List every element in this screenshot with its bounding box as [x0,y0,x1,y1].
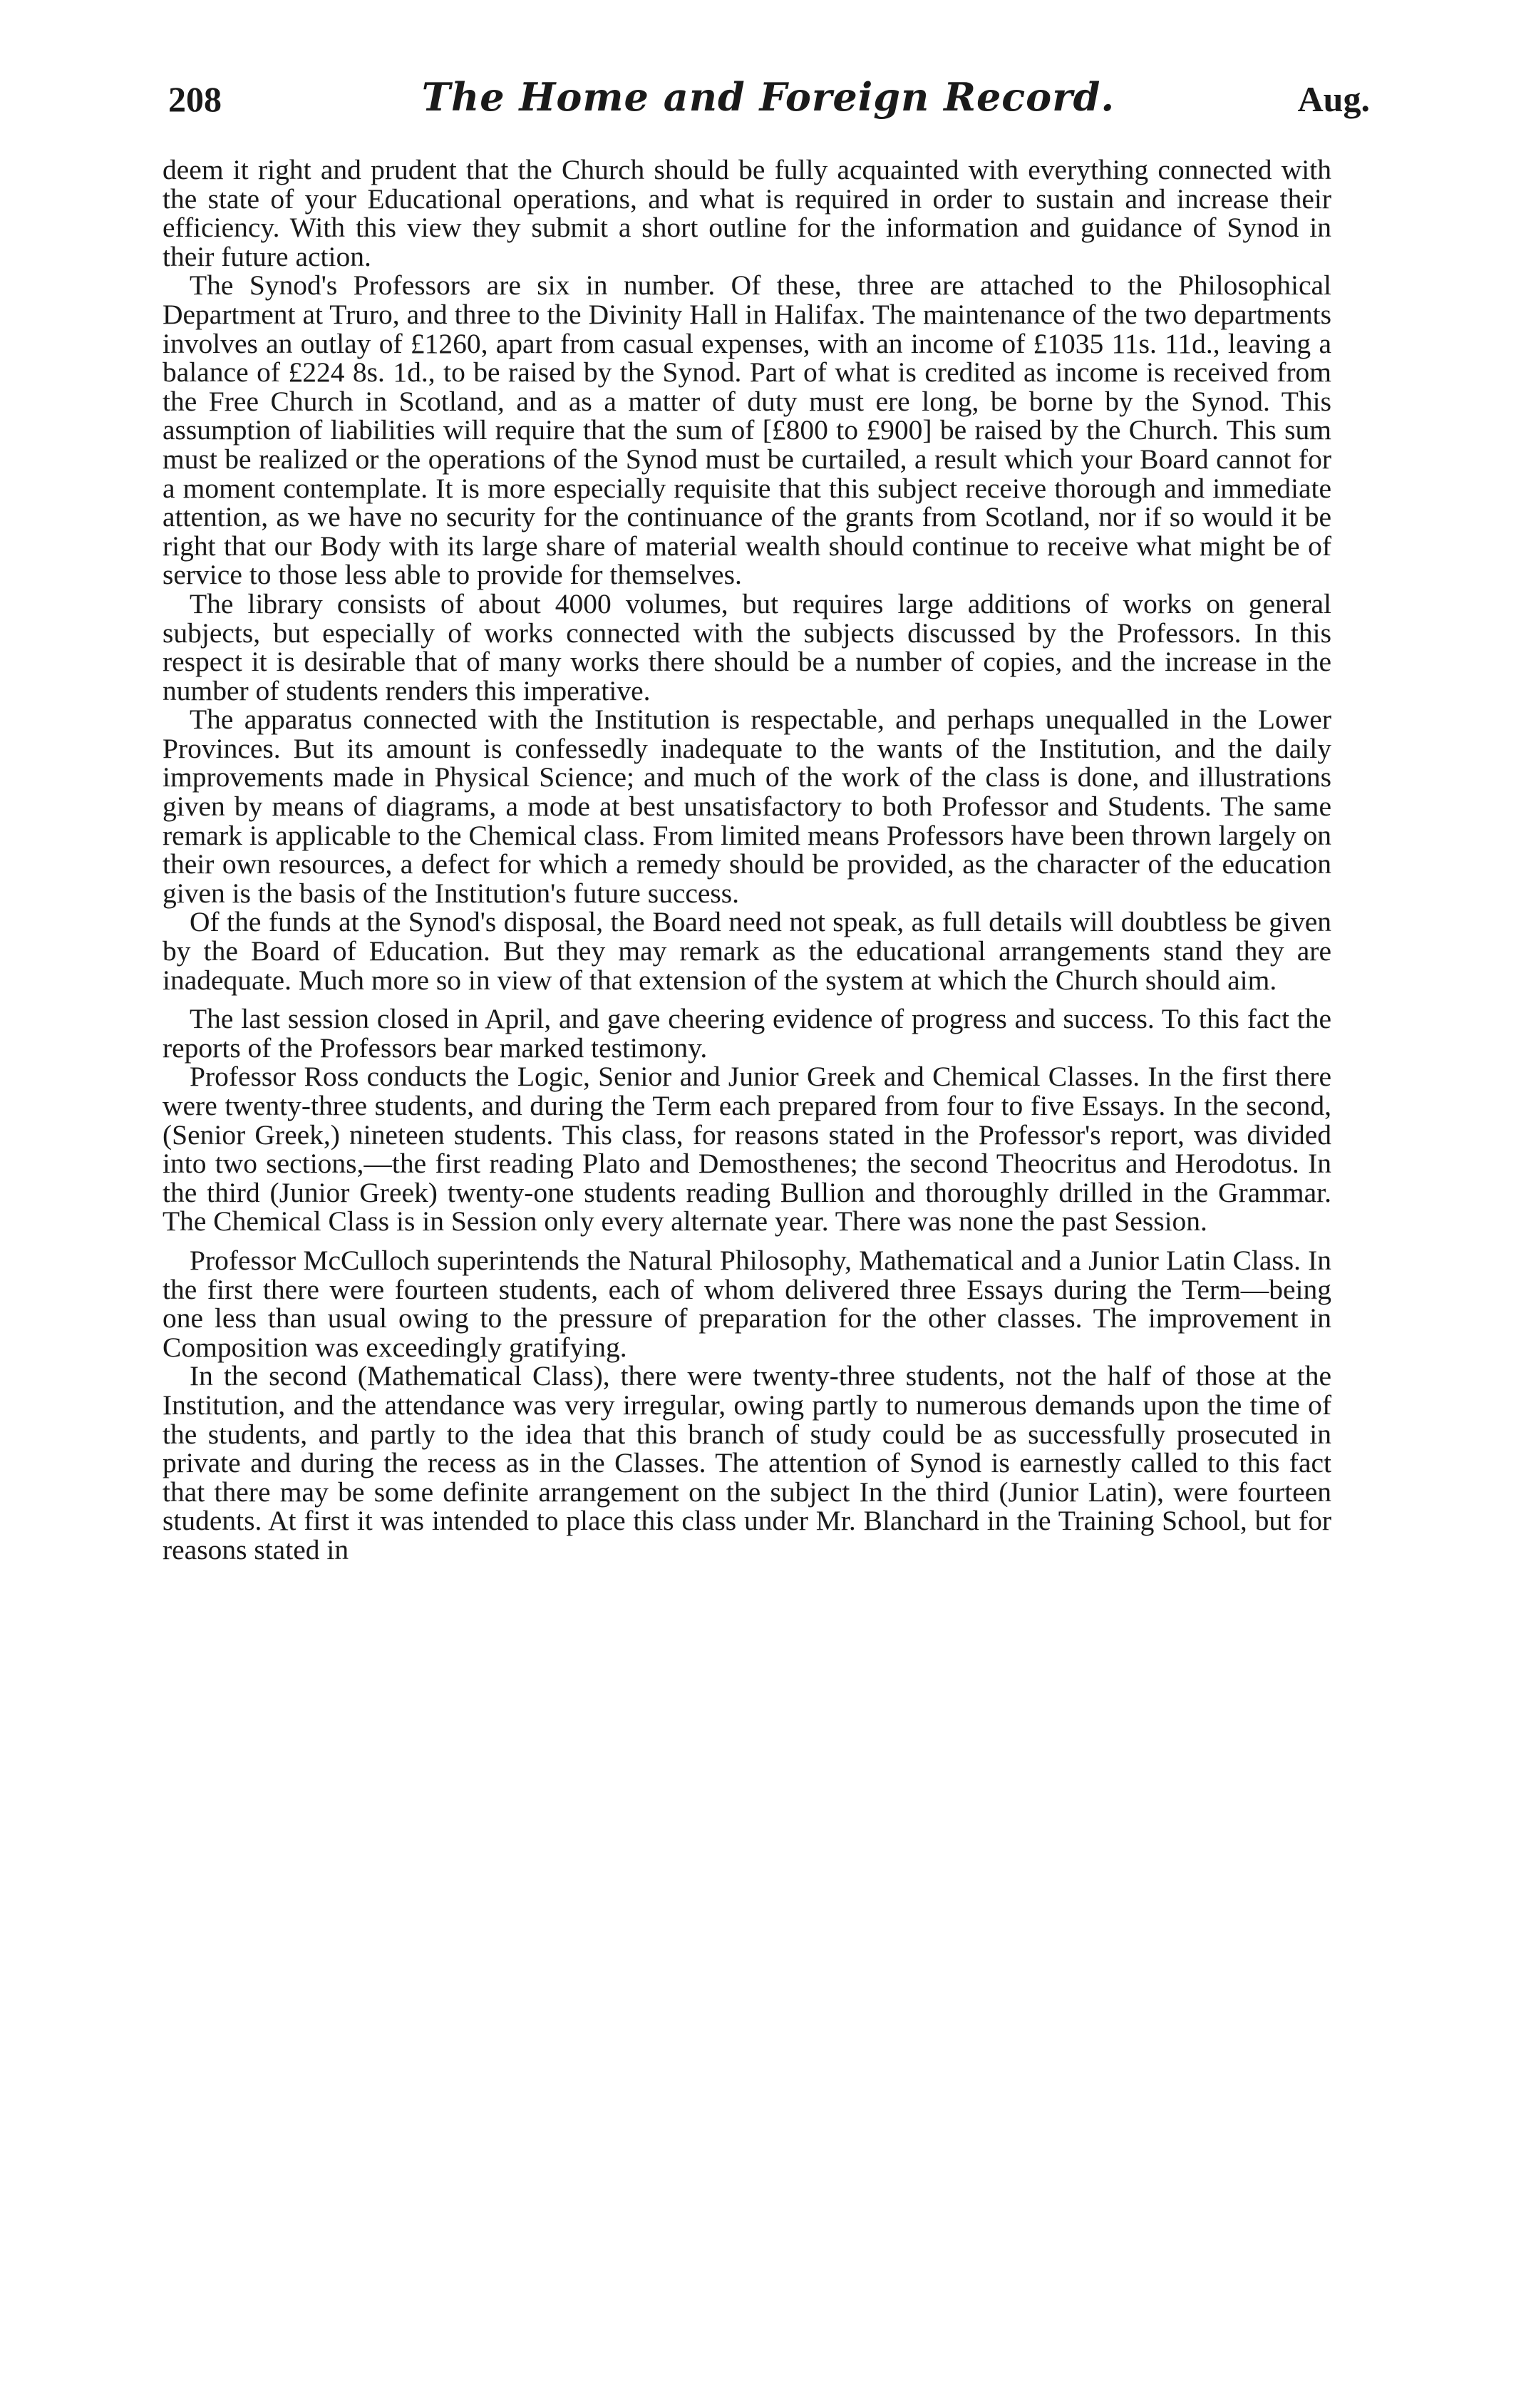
paragraph-7: Professor Ross conducts the Logic, Senior and Junior Greek and Chemical Classes. In the first there were twenty-three students, and during the Term each prepared from four to five Essays. In the second, (Senior Greek,) nineteen students. This class, for reasons stated in the Professor's report, was divided into two sections,—the first reading Plato and Demosthenes; the second Theocritus and Herodotus. In the third (Junior Greek) twenty-one students reading Bullion and thoroughly drilled in the Grammar. The Chemical Class is in Session only every alternate year. There was none the past Session. [163,1061,1331,1238]
paragraph-2: The Synod's Professors are six in number. Of these, three are attached to the Philosophical Department at Truro, and three to the Divinity Hall in Halifax. The maintenance of the two departments involves an outlay of £1260, apart from casual expenses, with an income of £1035 11s. 11d., leaving a balance of £224 8s. 1d., to be raised by the Synod. Part of what is credited as income is received from the Free Church in Scotland, and as a matter of duty must ere long, be borne by the Synod. This assumption of liabilities will require that the sum of [£800 to £900] be raised by the Church. This sum must be realized or the operations of the Synod must be curtailed, a result which your Board cannot for a moment contemplate. It is more especially requisite that this subject receive thorough and immediate attention, as we have no security for the continuance of the grants from Scotland, nor if so would it be right that our Body with its large share of material wealth should continue to receive what might be of service to those less able to provide for themselves. [163,269,1331,591]
paragraph-8: Professor McCulloch superintends the Natural Philosophy, Mathematical and a Junior Latin Class. In the first there were fourteen students, each of whom delivered three Essays during the Term—being one less than usual owing to the pressure of preparation for the other classes. The improvement in Composition was exceedingly gratifying. [163,1244,1331,1363]
paragraph-4: The apparatus connected with the Institution is respectable, and perhaps unequalled in the Lower Provinces. But its amount is confessedly inadequate to the wants of the Institution, and the daily improvements made in Physical Science; and much of the work of the class is done, and illustrations given by means of diagrams, a mode at best unsatisfactory to both Professor and Students. The same remark is applicable to the Chemical class. From limited means Professors have been thrown largely on their own resources, a defect for which a remedy should be provided, as the character of the education given is the basis of the Institution's future success. [163,704,1331,909]
page-number: 208 [168,79,222,119]
journal-title: The Home and Foreign Record. [421,74,1115,120]
header-month: Aug. [1297,79,1370,119]
document-page [163,71,1374,2374]
paragraph-9: In the second (Mathematical Class), there were twenty-three students, not the half of those at the Institution, and the attendance was very irregular, owing partly to numerous demands upon the time of the students, and partly to the idea that this branch of study could be as successfully prosecuted in private and during the recess as in the Classes. The attention of Synod is earnestly called to this fact that there may be some definite arrangement on the subject In the third (Junior Latin), were fourteen students. At first it was intended to place this class under Mr. Blanchard in the Training School, but for reasons stated in [163,1360,1331,1565]
paragraph-1: deem it right and prudent that the Church should be fully acquainted with everything connected with the state of your Educational operations, and what is required in order to sustain and increase their efficiency. With this view they submit a short outline for the information and guidance of Synod in their future action. [163,154,1331,272]
article-body [163,155,1331,1565]
paragraph-5: Of the funds at the Synod's disposal, the Board need not speak, as full details will doubtless be given by the Board of Education. But they may remark as the educational arrangements stand they are inadequate. Much more so in view of that extension of the system at which the Church should aim. [163,906,1331,996]
paragraph-3: The library consists of about 4000 volumes, but requires large additions of works on general subjects, but especially of works connected with the subjects discussed by the Professors. In this respect it is desirable that of many works there should be a number of copies, and the increase in the number of students renders this imperative. [163,587,1331,706]
running-header [163,71,1374,137]
paragraph-6: The last session closed in April, and gave cheering evidence of progress and success. To this fact the reports of the Professors bear marked testimony. [163,1003,1331,1064]
